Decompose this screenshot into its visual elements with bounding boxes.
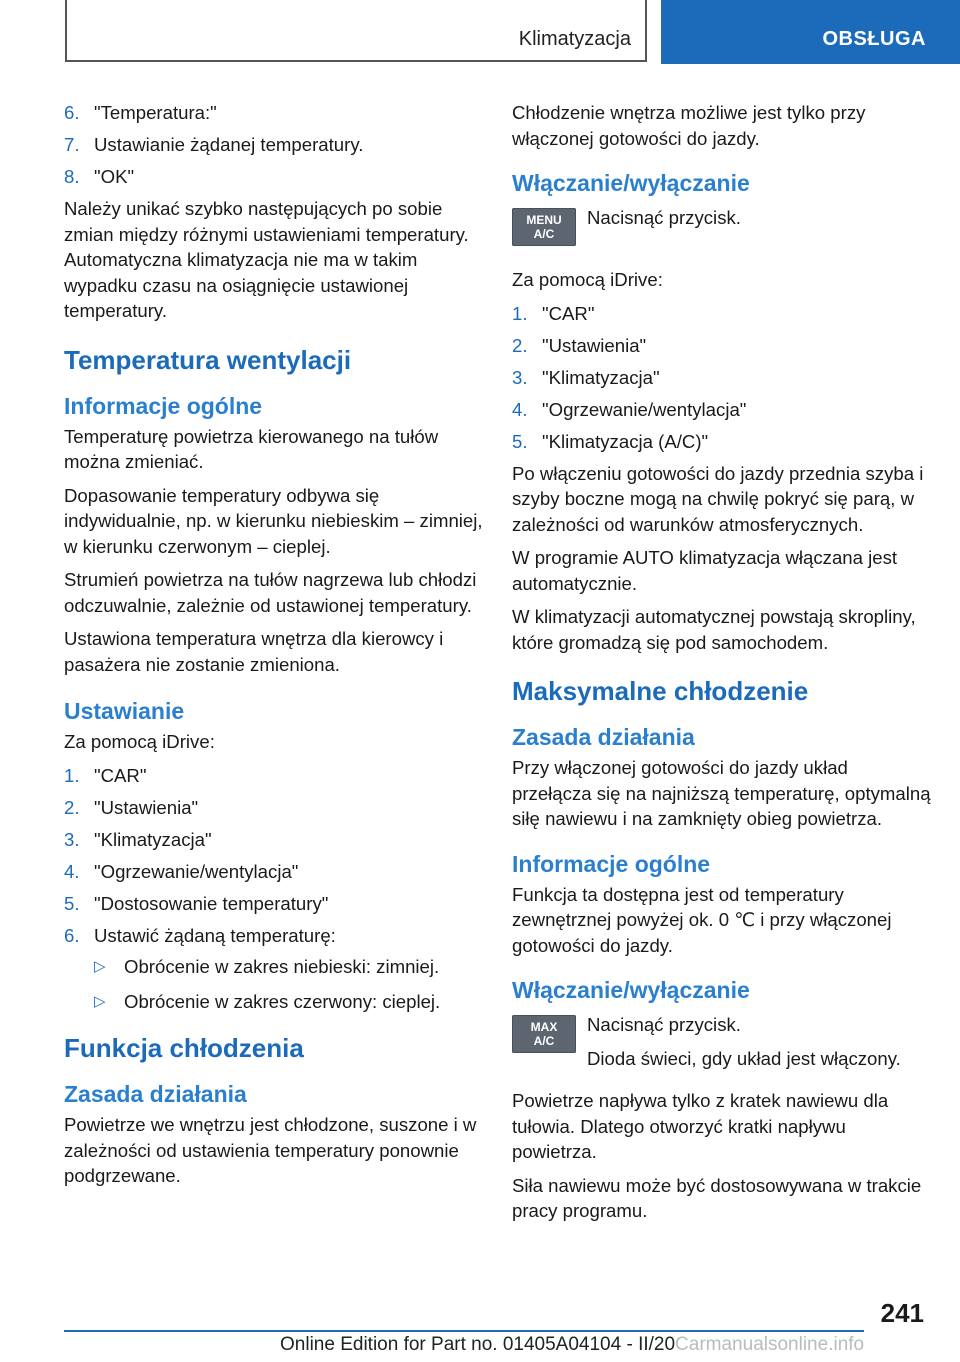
- paragraph: Funkcja ta dostępna jest od temperatury zewnętrznej powyżej ok. 0 ℃ i przy włączonej gotowości do jazdy.: [512, 883, 892, 956]
- subsection-heading: Zasada działania: [64, 1081, 247, 1107]
- bullet-text: Obrócenie w zakres czerwony: cieplej.: [124, 990, 441, 1012]
- list-number: 2.: [512, 334, 528, 356]
- paragraph: Nacisnąć przycisk.: [587, 207, 741, 228]
- list-number: 1.: [512, 302, 528, 324]
- list-number: 6.: [64, 102, 80, 123]
- paragraph: Nacisnąć przycisk.: [587, 1014, 741, 1035]
- paragraph: Należy unikać szybko następujących po sobie zmian między różnymi ustawieniami temperatury. Automatyczna klimatyzacja nie ma w takim wypadku czasu na osiągnięcie ustawionej temperatury.: [64, 198, 469, 321]
- paragraph: Temperaturę powietrza kierowanego na tułów można zmieniać.: [64, 425, 439, 472]
- list-text: "CAR": [94, 764, 147, 786]
- header-chapter-label: OBSŁUGA: [822, 28, 926, 50]
- list-text: "Klimatyzacja": [94, 828, 212, 850]
- list-number: 6.: [64, 924, 80, 946]
- list-item: [64, 763, 484, 789]
- list-text: "OK": [94, 166, 135, 187]
- list-text: "Temperatura:": [94, 102, 217, 123]
- paragraph: Przy włączonej gotowości do jazdy układ przełącza się na najniższą temperaturę, optymalną siłę nawiewu i na zamknięty obieg powietrza.: [512, 757, 931, 829]
- subsection-heading: Informacje ogólne: [512, 850, 711, 877]
- bullet-item: [94, 989, 484, 1015]
- paragraph: Po włączeniu gotowości do jazdy przednia szyba i szyby boczne mogą na chwilę pokryć się parą, w zależności od warunków atmosferycznych.: [512, 462, 924, 535]
- page-header: [0, 0, 960, 66]
- page-number: 241: [880, 1298, 924, 1328]
- list-item: [512, 301, 932, 327]
- section-heading: Temperatura wentylacji: [64, 344, 352, 375]
- paragraph: W programie AUTO klimatyzacja włączana jest automatycznie.: [512, 547, 898, 594]
- list-text: Ustawić żądaną temperaturę:: [94, 924, 336, 946]
- numbered-list: [64, 763, 484, 1015]
- subsection-heading: Włączanie/wyłączanie: [512, 977, 750, 1003]
- list-number: 7.: [64, 134, 80, 155]
- section-heading: Maksymalne chłodzenie: [512, 676, 809, 706]
- list-text: "Ogrzewanie/wentylacja": [542, 398, 747, 420]
- list-item: [512, 429, 932, 455]
- header-chapter-tab[interactable]: [661, 0, 960, 64]
- bullet-list: [94, 954, 484, 1014]
- button-icon-label: A/C: [533, 1034, 555, 1048]
- list-item: [512, 365, 932, 391]
- list-number: 3.: [512, 366, 528, 388]
- subsection-heading: Informacje ogólne: [64, 392, 263, 419]
- list-number: 5.: [512, 430, 528, 452]
- bullet-item: [94, 954, 484, 980]
- list-item: [64, 164, 484, 190]
- left-column: [64, 100, 484, 1197]
- list-item: [64, 827, 484, 853]
- list-number: 4.: [512, 398, 528, 420]
- paragraph: Powietrze napływa tylko z kratek nawiewu dla tułowia. Dlatego otworzyć kratki napływu powietrza.: [512, 1090, 889, 1162]
- list-item: [512, 397, 932, 423]
- paragraph: Ustawiona temperatura wnętrza dla kierowcy i pasażera nie zostanie zmieniona.: [64, 628, 444, 675]
- right-column: [512, 100, 932, 1232]
- button-instruction: [512, 205, 932, 253]
- list-text: "Klimatyzacja (A/C)": [542, 430, 709, 452]
- list-item: [64, 859, 484, 885]
- footer-edition-text: Online Edition for Part no. 01405A04104 - II/20: [280, 1334, 676, 1355]
- list-item: [64, 100, 484, 126]
- list-text: "Ustawienia": [94, 796, 199, 818]
- list-number: 1.: [64, 764, 80, 786]
- list-item: [64, 132, 484, 158]
- paragraph: Za pomocą iDrive:: [512, 269, 663, 290]
- watermark-text: Carmanualsonline.info: [675, 1334, 865, 1355]
- triangle-bullet-icon: ▷: [94, 958, 106, 975]
- numbered-list: [64, 100, 484, 190]
- list-text: "Dostosowanie temperatury": [94, 892, 329, 914]
- subsection-heading: Ustawianie: [64, 698, 185, 724]
- button-icon-label: A/C: [533, 227, 555, 241]
- paragraph: W klimatyzacji automatycznej powstają skropliny, które gromadzą się pod samochodem.: [512, 606, 916, 653]
- paragraph: Za pomocą iDrive:: [64, 731, 215, 752]
- paragraph: Dioda świeci, gdy układ jest włączony.: [587, 1047, 901, 1069]
- list-number: 5.: [64, 892, 80, 914]
- list-text: "Klimatyzacja": [542, 366, 660, 388]
- list-number: 4.: [64, 860, 80, 882]
- list-text: "Ustawienia": [542, 334, 647, 356]
- list-number: 3.: [64, 828, 80, 850]
- button-instruction: [512, 1012, 932, 1074]
- footer-divider: [64, 1330, 864, 1332]
- numbered-list: [512, 301, 932, 455]
- header-section-title: Klimatyzacja: [518, 28, 631, 50]
- subsection-heading: Włączanie/wyłączanie: [512, 170, 750, 196]
- section-heading: Funkcja chłodzenia: [64, 1033, 304, 1063]
- list-number: 8.: [64, 166, 80, 187]
- footer-edition: [280, 1334, 864, 1356]
- menu-ac-button-icon: [512, 208, 576, 246]
- paragraph: Chłodzenie wnętrza możliwe jest tylko przy włączonej gotowości do jazdy.: [512, 102, 866, 149]
- button-icon-label: MENU: [526, 213, 562, 227]
- list-text: "CAR": [542, 302, 595, 324]
- subsection-heading: Zasada działania: [512, 724, 695, 750]
- list-item: [64, 891, 484, 917]
- list-text: Ustawianie żądanej temperatury.: [94, 134, 364, 155]
- triangle-bullet-icon: ▷: [94, 992, 106, 1010]
- paragraph: Dopasowanie temperatury odbywa się indywidualnie, np. w kierunku niebieskim – zimniej, w kierunku czerwonym – cieplej.: [64, 484, 483, 557]
- list-item: [64, 795, 484, 821]
- list-number: 2.: [64, 796, 80, 818]
- button-icon-label: MAX: [530, 1020, 558, 1034]
- list-item: [64, 923, 484, 1015]
- list-item: [512, 333, 932, 359]
- list-text: "Ogrzewanie/wentylacja": [94, 860, 299, 882]
- max-ac-button-icon: [512, 1015, 576, 1053]
- header-section-box: [65, 0, 647, 62]
- paragraph: Strumień powietrza na tułów nagrzewa lub chłodzi odczuwalnie, zależnie od ustawionej temperatury.: [64, 569, 477, 616]
- paragraph: Siła nawiewu może być dostosowywana w trakcie pracy programu.: [512, 1174, 922, 1221]
- bullet-text: Obrócenie w zakres niebieski: zimniej.: [124, 956, 440, 977]
- paragraph: Powietrze we wnętrzu jest chłodzone, suszone i w zależności od ustawienia temperatury ponownie podgrzewane.: [64, 1114, 477, 1186]
